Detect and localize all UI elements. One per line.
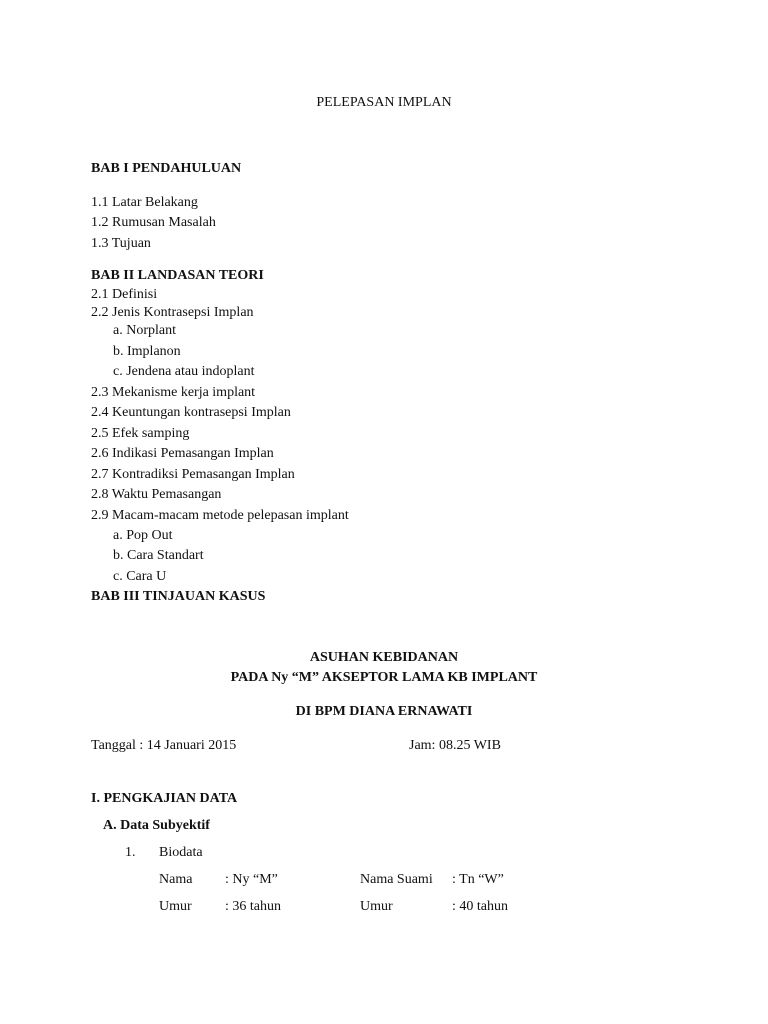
toc-subitem: c. Jendena atau indoplant	[113, 364, 255, 379]
field-label: Umur	[159, 899, 192, 914]
biodata-label: Biodata	[159, 845, 203, 860]
toc-item: 2.2 Jenis Kontrasepsi Implan	[91, 305, 254, 320]
field-value: : Tn “W”	[452, 872, 504, 887]
field-label: Umur	[360, 899, 393, 914]
asuhan-location: DI BPM DIANA ERNAWATI	[295, 704, 473, 719]
bab3-heading: BAB III TINJAUAN KASUS	[91, 589, 266, 604]
pengkajian-heading: I. PENGKAJIAN DATA	[91, 791, 238, 806]
field-label: Nama	[159, 872, 193, 887]
asuhan-subtitle: PADA Ny “M” AKSEPTOR LAMA KB IMPLANT	[230, 670, 538, 685]
toc-subitem: c. Cara U	[113, 569, 167, 584]
toc-item: 2.3 Mekanisme kerja implant	[91, 385, 256, 400]
asuhan-title: ASUHAN KEBIDANAN	[309, 650, 459, 665]
subsection-heading: A. Data Subyektif	[103, 818, 210, 833]
toc-subitem: a. Pop Out	[113, 528, 173, 543]
field-label: Nama Suami	[360, 872, 433, 887]
bab1-heading: BAB I PENDAHULUAN	[91, 161, 242, 176]
list-number: 1.	[125, 845, 136, 860]
time-field: Jam: 08.25 WIB	[409, 738, 501, 753]
field-value: : Ny “M”	[225, 872, 278, 887]
toc-subitem: b. Cara Standart	[113, 548, 204, 563]
bab2-heading: BAB II LANDASAN TEORI	[91, 268, 264, 283]
toc-subitem: a. Norplant	[113, 323, 176, 338]
date-field: Tanggal : 14 Januari 2015	[91, 738, 237, 753]
field-value: : 40 tahun	[452, 899, 508, 914]
toc-item: 1.2 Rumusan Masalah	[91, 215, 216, 230]
toc-subitem: b. Implanon	[113, 344, 181, 359]
toc-item: 2.6 Indikasi Pemasangan Implan	[91, 446, 274, 461]
toc-item: 2.1 Definisi	[91, 287, 158, 302]
toc-item: 2.7 Kontradiksi Pemasangan Implan	[91, 467, 295, 482]
toc-item: 2.9 Macam-macam metode pelepasan implant	[91, 508, 349, 523]
document-title: PELEPASAN IMPLAN	[316, 95, 452, 110]
field-value: : 36 tahun	[225, 899, 281, 914]
toc-item: 2.5 Efek samping	[91, 426, 190, 441]
toc-item: 1.1 Latar Belakang	[91, 195, 198, 210]
toc-item: 1.3 Tujuan	[91, 236, 151, 251]
toc-item: 2.4 Keuntungan kontrasepsi Implan	[91, 405, 291, 420]
toc-item: 2.8 Waktu Pemasangan	[91, 487, 222, 502]
